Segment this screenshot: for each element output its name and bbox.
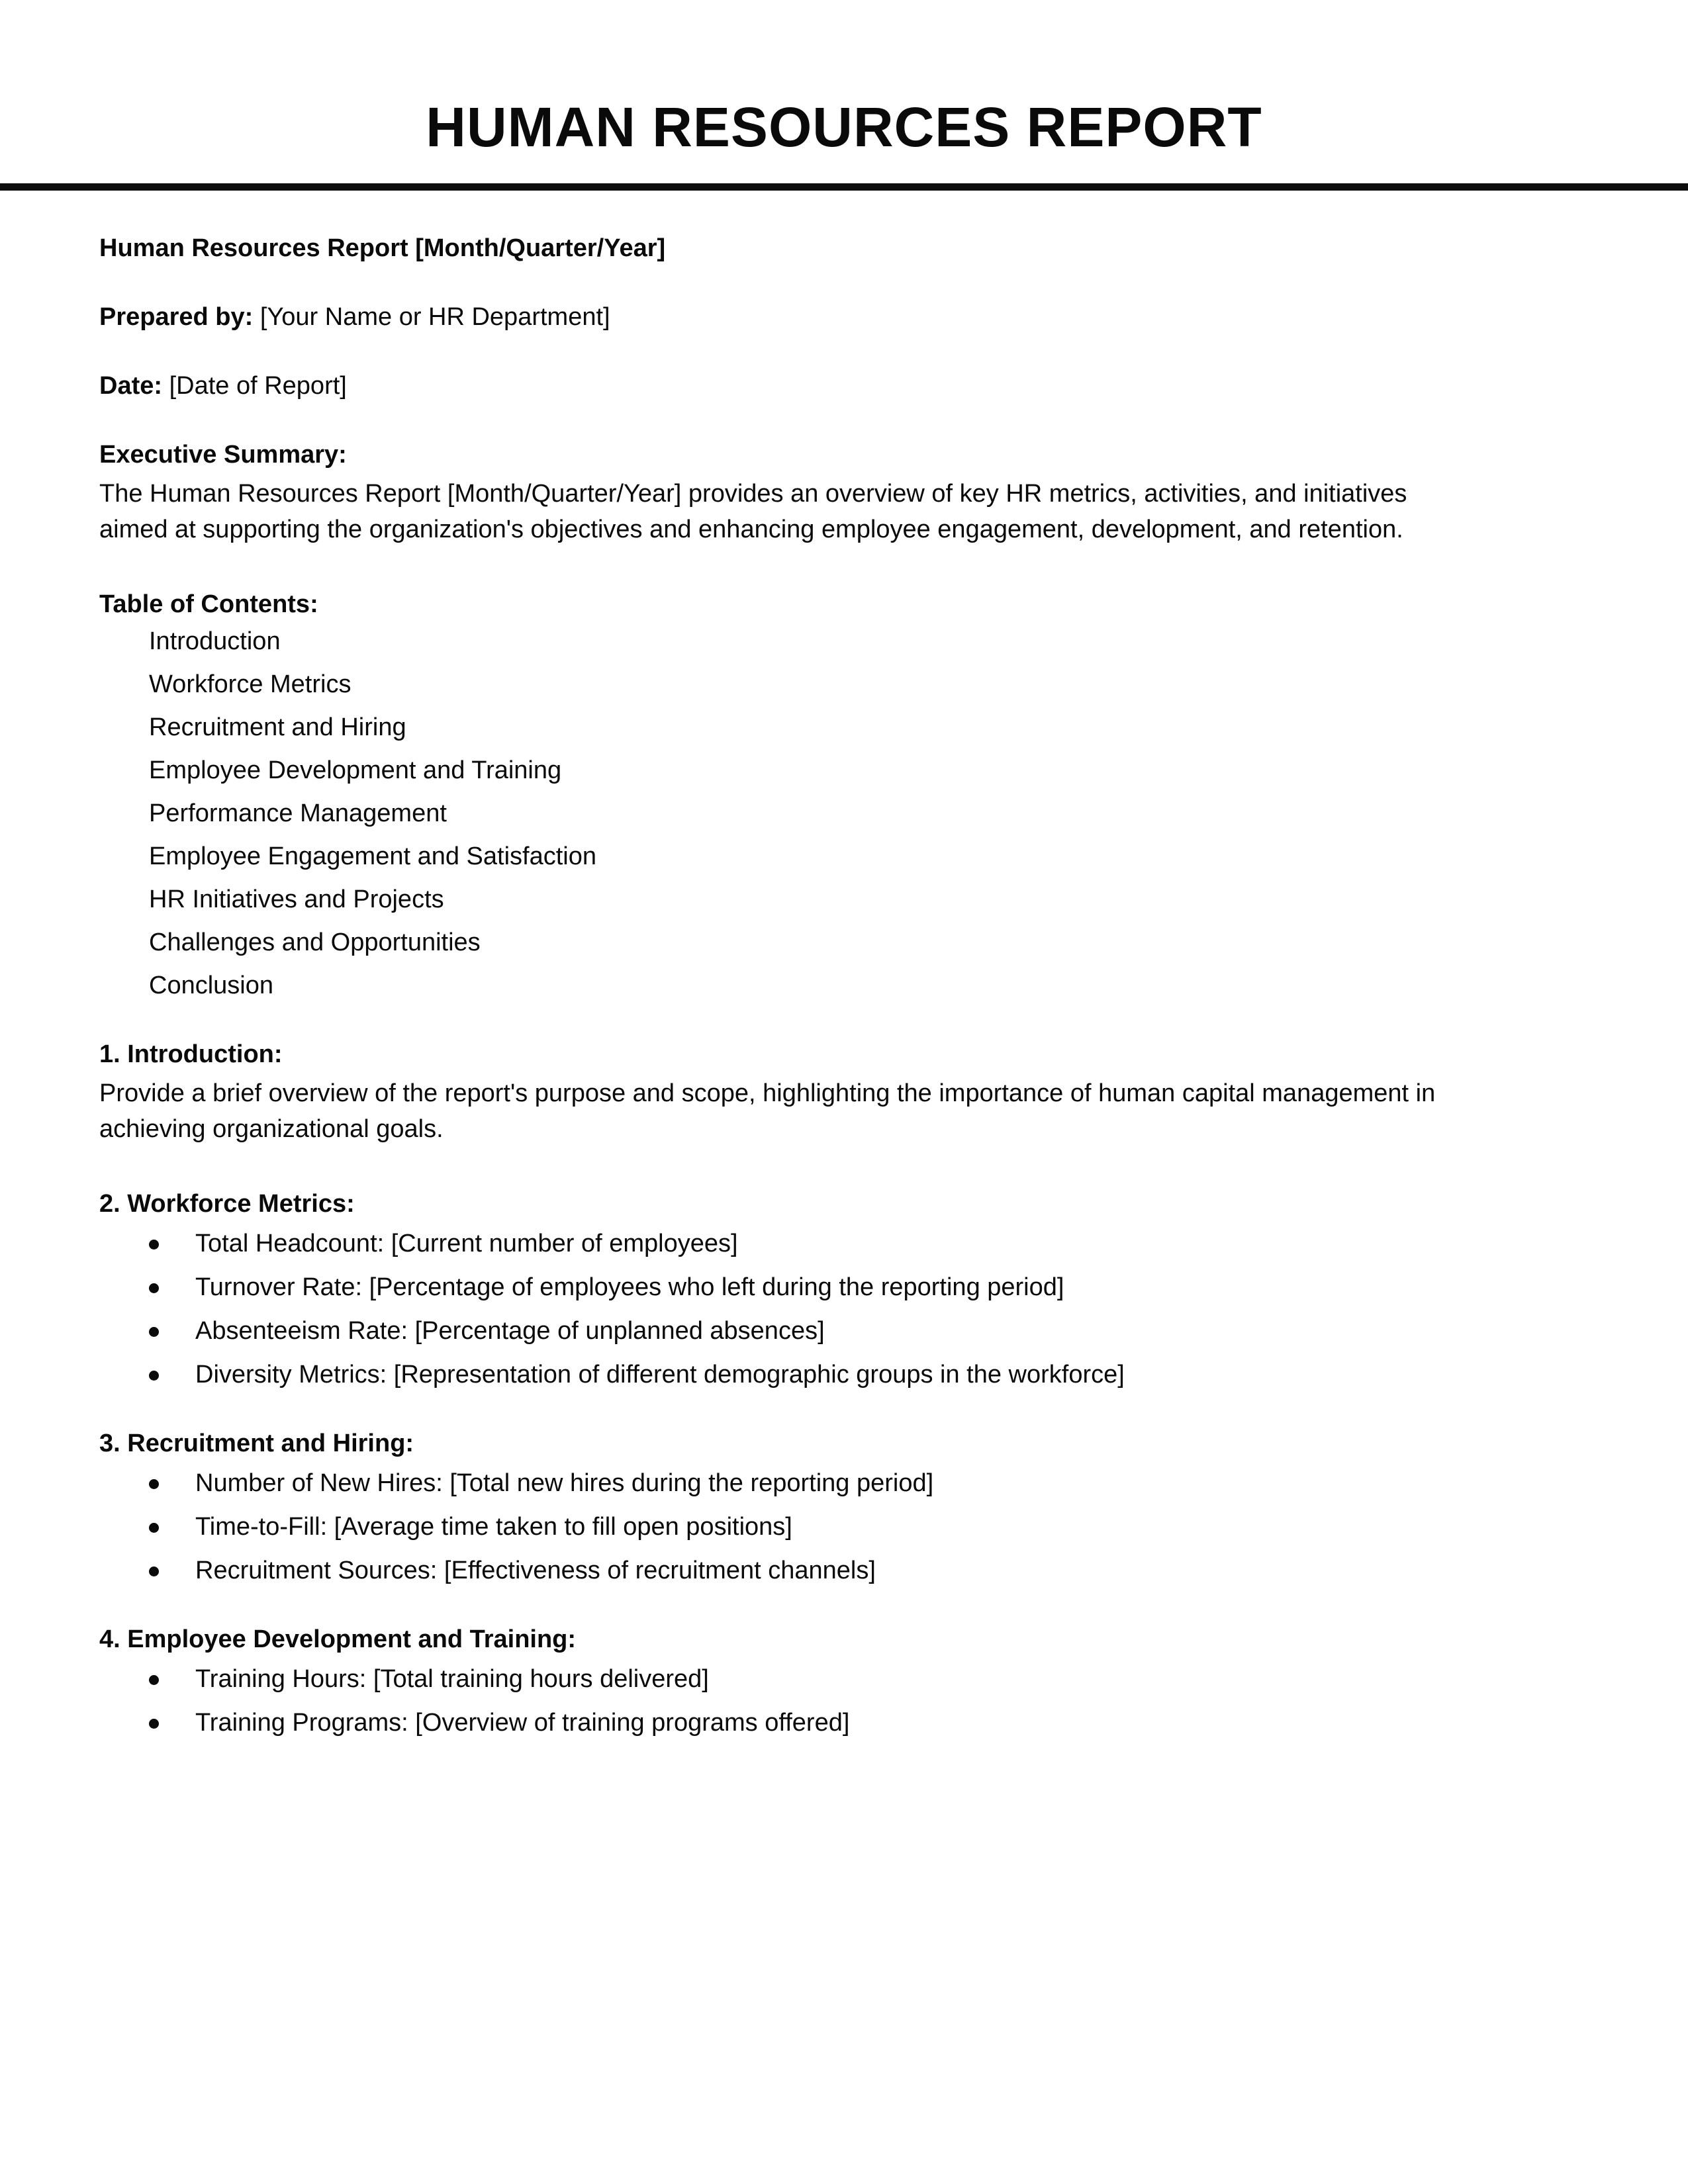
bullet-dot-icon bbox=[149, 1523, 159, 1533]
title-block bbox=[0, 0, 1688, 191]
executive-summary-body: The Human Resources Report [Month/Quarter/Year] provides an overview of key HR metrics, activities, and initiatives aimed at supporting the organization's objectives and enhancing employee engagement, development, and retention. bbox=[99, 480, 1407, 543]
section-heading: 2. Workforce Metrics: bbox=[99, 1189, 355, 1218]
toc-item: Performance Management bbox=[149, 799, 447, 827]
list-item-text: Turnover Rate: [Percentage of employees who left during the reporting period] bbox=[195, 1273, 1064, 1301]
list-item bbox=[99, 1362, 1589, 1387]
section-bullet-list bbox=[99, 1666, 1589, 1735]
bullet-dot-icon bbox=[149, 1371, 159, 1381]
bullet-dot-icon bbox=[149, 1567, 159, 1576]
section-bullet-list bbox=[99, 1471, 1589, 1583]
section-body: Provide a brief overview of the report's purpose and scope, highlighting the importance of human capital management in achieving organizational goals. bbox=[99, 1079, 1436, 1143]
toc-item: Employee Development and Training bbox=[149, 756, 562, 784]
list-item bbox=[99, 1471, 1589, 1496]
table-of-contents-list bbox=[99, 629, 1589, 998]
report-line-value: [Month/Quarter/Year] bbox=[415, 234, 666, 262]
list-item bbox=[99, 1666, 1589, 1692]
list-item-text: Absenteeism Rate: [Percentage of unplanned absences] bbox=[195, 1316, 825, 1345]
section-heading: 1. Introduction: bbox=[99, 1040, 283, 1068]
executive-summary-block bbox=[99, 442, 1589, 548]
toc-item: Introduction bbox=[149, 627, 281, 655]
title-divider bbox=[0, 183, 1688, 191]
page-title: HUMAN RESOURCES REPORT bbox=[426, 96, 1262, 158]
bullet-dot-icon bbox=[149, 1240, 159, 1250]
table-of-contents-heading: Table of Contents: bbox=[99, 590, 318, 618]
document-body bbox=[0, 236, 1688, 1735]
toc-item: Employee Engagement and Satisfaction bbox=[149, 842, 596, 870]
list-item bbox=[99, 1275, 1589, 1300]
prepared-by-line bbox=[99, 304, 1589, 330]
prepared-by-label: Prepared by: bbox=[99, 303, 254, 331]
bullet-dot-icon bbox=[149, 1719, 159, 1729]
report-line-block bbox=[99, 236, 1589, 261]
table-of-contents-block bbox=[99, 592, 1589, 998]
prepared-by-block bbox=[99, 304, 1589, 330]
bullet-dot-icon bbox=[149, 1283, 159, 1293]
date-block bbox=[99, 373, 1589, 398]
list-item-text: Training Hours: [Total training hours delivered] bbox=[195, 1664, 709, 1693]
list-item-text: Number of New Hires: [Total new hires during the reporting period] bbox=[195, 1469, 934, 1497]
date-value: [Date of Report] bbox=[169, 372, 347, 400]
section-bullet-list bbox=[99, 1231, 1589, 1387]
executive-summary-heading: Executive Summary: bbox=[99, 441, 347, 469]
list-item bbox=[99, 1514, 1589, 1539]
list-item bbox=[99, 1231, 1589, 1256]
toc-item: HR Initiatives and Projects bbox=[149, 885, 444, 913]
report-line bbox=[99, 236, 1589, 261]
section-heading: 4. Employee Development and Training: bbox=[99, 1625, 577, 1653]
prepared-by-value: [Your Name or HR Department] bbox=[259, 303, 610, 331]
toc-item: Conclusion bbox=[149, 971, 273, 999]
date-label: Date: bbox=[99, 372, 163, 400]
list-item-text: Recruitment Sources: [Effectiveness of recruitment channels] bbox=[195, 1556, 876, 1584]
bullet-dot-icon bbox=[149, 1479, 159, 1489]
report-line-label: Human Resources Report bbox=[99, 234, 408, 262]
section-introduction bbox=[99, 1042, 1589, 1148]
list-item bbox=[99, 1558, 1589, 1583]
date-line bbox=[99, 373, 1589, 398]
section-recruitment-and-hiring bbox=[99, 1431, 1589, 1583]
bullet-dot-icon bbox=[149, 1675, 159, 1685]
list-item-text: Total Headcount: [Current number of employees] bbox=[195, 1229, 738, 1257]
section-heading: 3. Recruitment and Hiring: bbox=[99, 1429, 414, 1457]
list-item bbox=[99, 1318, 1589, 1343]
list-item-text: Diversity Metrics: [Representation of different demographic groups in the workforce] bbox=[195, 1360, 1125, 1388]
bullet-dot-icon bbox=[149, 1327, 159, 1337]
list-item-text: Time-to-Fill: [Average time taken to fill open positions] bbox=[195, 1512, 792, 1541]
section-workforce-metrics bbox=[99, 1191, 1589, 1387]
list-item-text: Training Programs: [Overview of training programs offered] bbox=[195, 1708, 850, 1737]
toc-item: Challenges and Opportunities bbox=[149, 928, 481, 956]
list-item bbox=[99, 1710, 1589, 1735]
section-employee-development-and-training bbox=[99, 1627, 1589, 1735]
toc-item: Workforce Metrics bbox=[149, 670, 352, 698]
toc-item: Recruitment and Hiring bbox=[149, 713, 406, 741]
